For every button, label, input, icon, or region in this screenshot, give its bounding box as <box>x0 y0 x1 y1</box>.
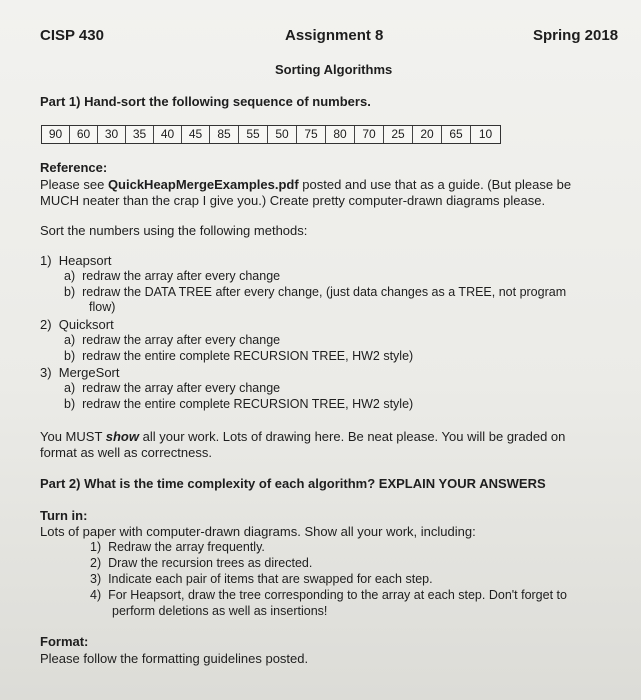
turnin-item <box>90 588 567 602</box>
array-cell: 85 <box>210 126 239 143</box>
turnin-intro: Lots of paper with computer-drawn diagrams. Show all your work, including: <box>40 524 476 539</box>
turnin-label: Turn in: <box>40 508 88 523</box>
reference-label: Reference: <box>40 160 108 175</box>
format-label: Format: <box>40 634 89 649</box>
item-number: 2) <box>90 556 102 570</box>
array-cell: 45 <box>182 126 210 143</box>
turnin-item <box>90 540 265 554</box>
number-array <box>41 125 501 144</box>
item-text: redraw the DATA TREE after every change, (just data changes as a TREE, not program <box>82 285 567 299</box>
turnin-item <box>90 556 312 570</box>
method-item-continuation: flow) <box>89 300 116 314</box>
item-text: redraw the entire complete RECURSION TREE, HW2 style) <box>82 397 414 411</box>
turnin-item <box>90 572 433 586</box>
method-quicksort <box>40 317 114 332</box>
item-letter: b) <box>64 285 76 299</box>
method-item <box>64 269 280 283</box>
term: Spring 2018 <box>533 27 619 44</box>
must-text: all your work. Lots of drawing here. Be neat please. You will be graded on <box>139 429 566 444</box>
item-letter: a) <box>64 333 76 347</box>
array-cell: 40 <box>154 126 182 143</box>
method-name: Heapsort <box>58 253 112 268</box>
method-item <box>64 397 413 411</box>
method-heapsort <box>40 253 112 268</box>
reference-text: posted and use that as a guide. (But please be <box>298 177 572 192</box>
method-mergesort <box>40 365 120 380</box>
array-cell: 10 <box>478 127 493 141</box>
item-text: Draw the recursion trees as directed. <box>108 556 313 570</box>
array-cell: 75 <box>297 126 326 143</box>
array-cell: 35 <box>126 126 154 143</box>
part2-heading: Part 2) What is the time complexity of each algorithm? EXPLAIN YOUR ANSWERS <box>40 476 546 491</box>
array-cell: 50 <box>268 126 297 143</box>
must-line1 <box>40 429 565 444</box>
reference-line1 <box>40 177 571 192</box>
item-text: Indicate each pair of items that are swapped for each step. <box>108 572 433 586</box>
must-line2: format as well as correctness. <box>40 445 212 460</box>
method-item <box>64 285 566 299</box>
part1-heading: Part 1) Hand-sort the following sequence of numbers. <box>40 94 371 109</box>
array-cell: 70 <box>355 126 384 143</box>
item-letter: b) <box>64 349 76 363</box>
item-text: redraw the array after every change <box>82 333 281 347</box>
method-item <box>64 333 280 347</box>
method-number: 1) <box>40 253 52 268</box>
array-cell: 30 <box>98 126 126 143</box>
reference-filename: QuickHeapMergeExamples.pdf <box>107 177 299 192</box>
topic-title: Sorting Algorithms <box>275 62 393 77</box>
course-code: CISP 430 <box>40 27 104 44</box>
item-text: For Heapsort, draw the tree corresponding to the array at each step. Don't forget to <box>108 588 567 602</box>
array-cell: 25 <box>384 126 413 143</box>
item-letter: a) <box>64 381 76 395</box>
array-cell: 90 <box>42 126 70 143</box>
item-number: 1) <box>90 540 102 554</box>
turnin-item-continuation: perform deletions as well as insertions! <box>112 604 328 618</box>
method-number: 2) <box>40 317 52 332</box>
must-text: You MUST <box>40 429 106 444</box>
reference-text: Please see <box>40 177 108 192</box>
assignment-title: Assignment 8 <box>285 27 384 44</box>
array-cell: 55 <box>239 126 268 143</box>
item-text: redraw the entire complete RECURSION TREE, HW2 style) <box>82 349 414 363</box>
method-name: MergeSort <box>58 365 120 380</box>
item-text: Redraw the array frequently. <box>108 540 265 554</box>
method-name: Quicksort <box>58 317 114 332</box>
item-number: 4) <box>90 588 102 602</box>
item-text: redraw the array after every change <box>82 269 281 283</box>
array-cell: 20 <box>413 126 442 143</box>
item-number: 3) <box>90 572 102 586</box>
method-item <box>64 381 280 395</box>
method-number: 3) <box>40 365 52 380</box>
method-item <box>64 349 413 363</box>
item-letter: a) <box>64 269 76 283</box>
format-text: Please follow the formatting guidelines posted. <box>40 651 309 666</box>
item-letter: b) <box>64 397 76 411</box>
must-emphasis: show <box>105 429 139 444</box>
array-cell: 80 <box>326 126 355 143</box>
methods-intro: Sort the numbers using the following methods: <box>40 223 308 238</box>
array-cell: 60 <box>70 126 98 143</box>
reference-line2: MUCH neater than the crap I give you.) Create pretty computer-drawn diagrams please. <box>40 193 546 208</box>
item-text: redraw the array after every change <box>82 381 281 395</box>
array-cell: 65 <box>442 126 471 143</box>
